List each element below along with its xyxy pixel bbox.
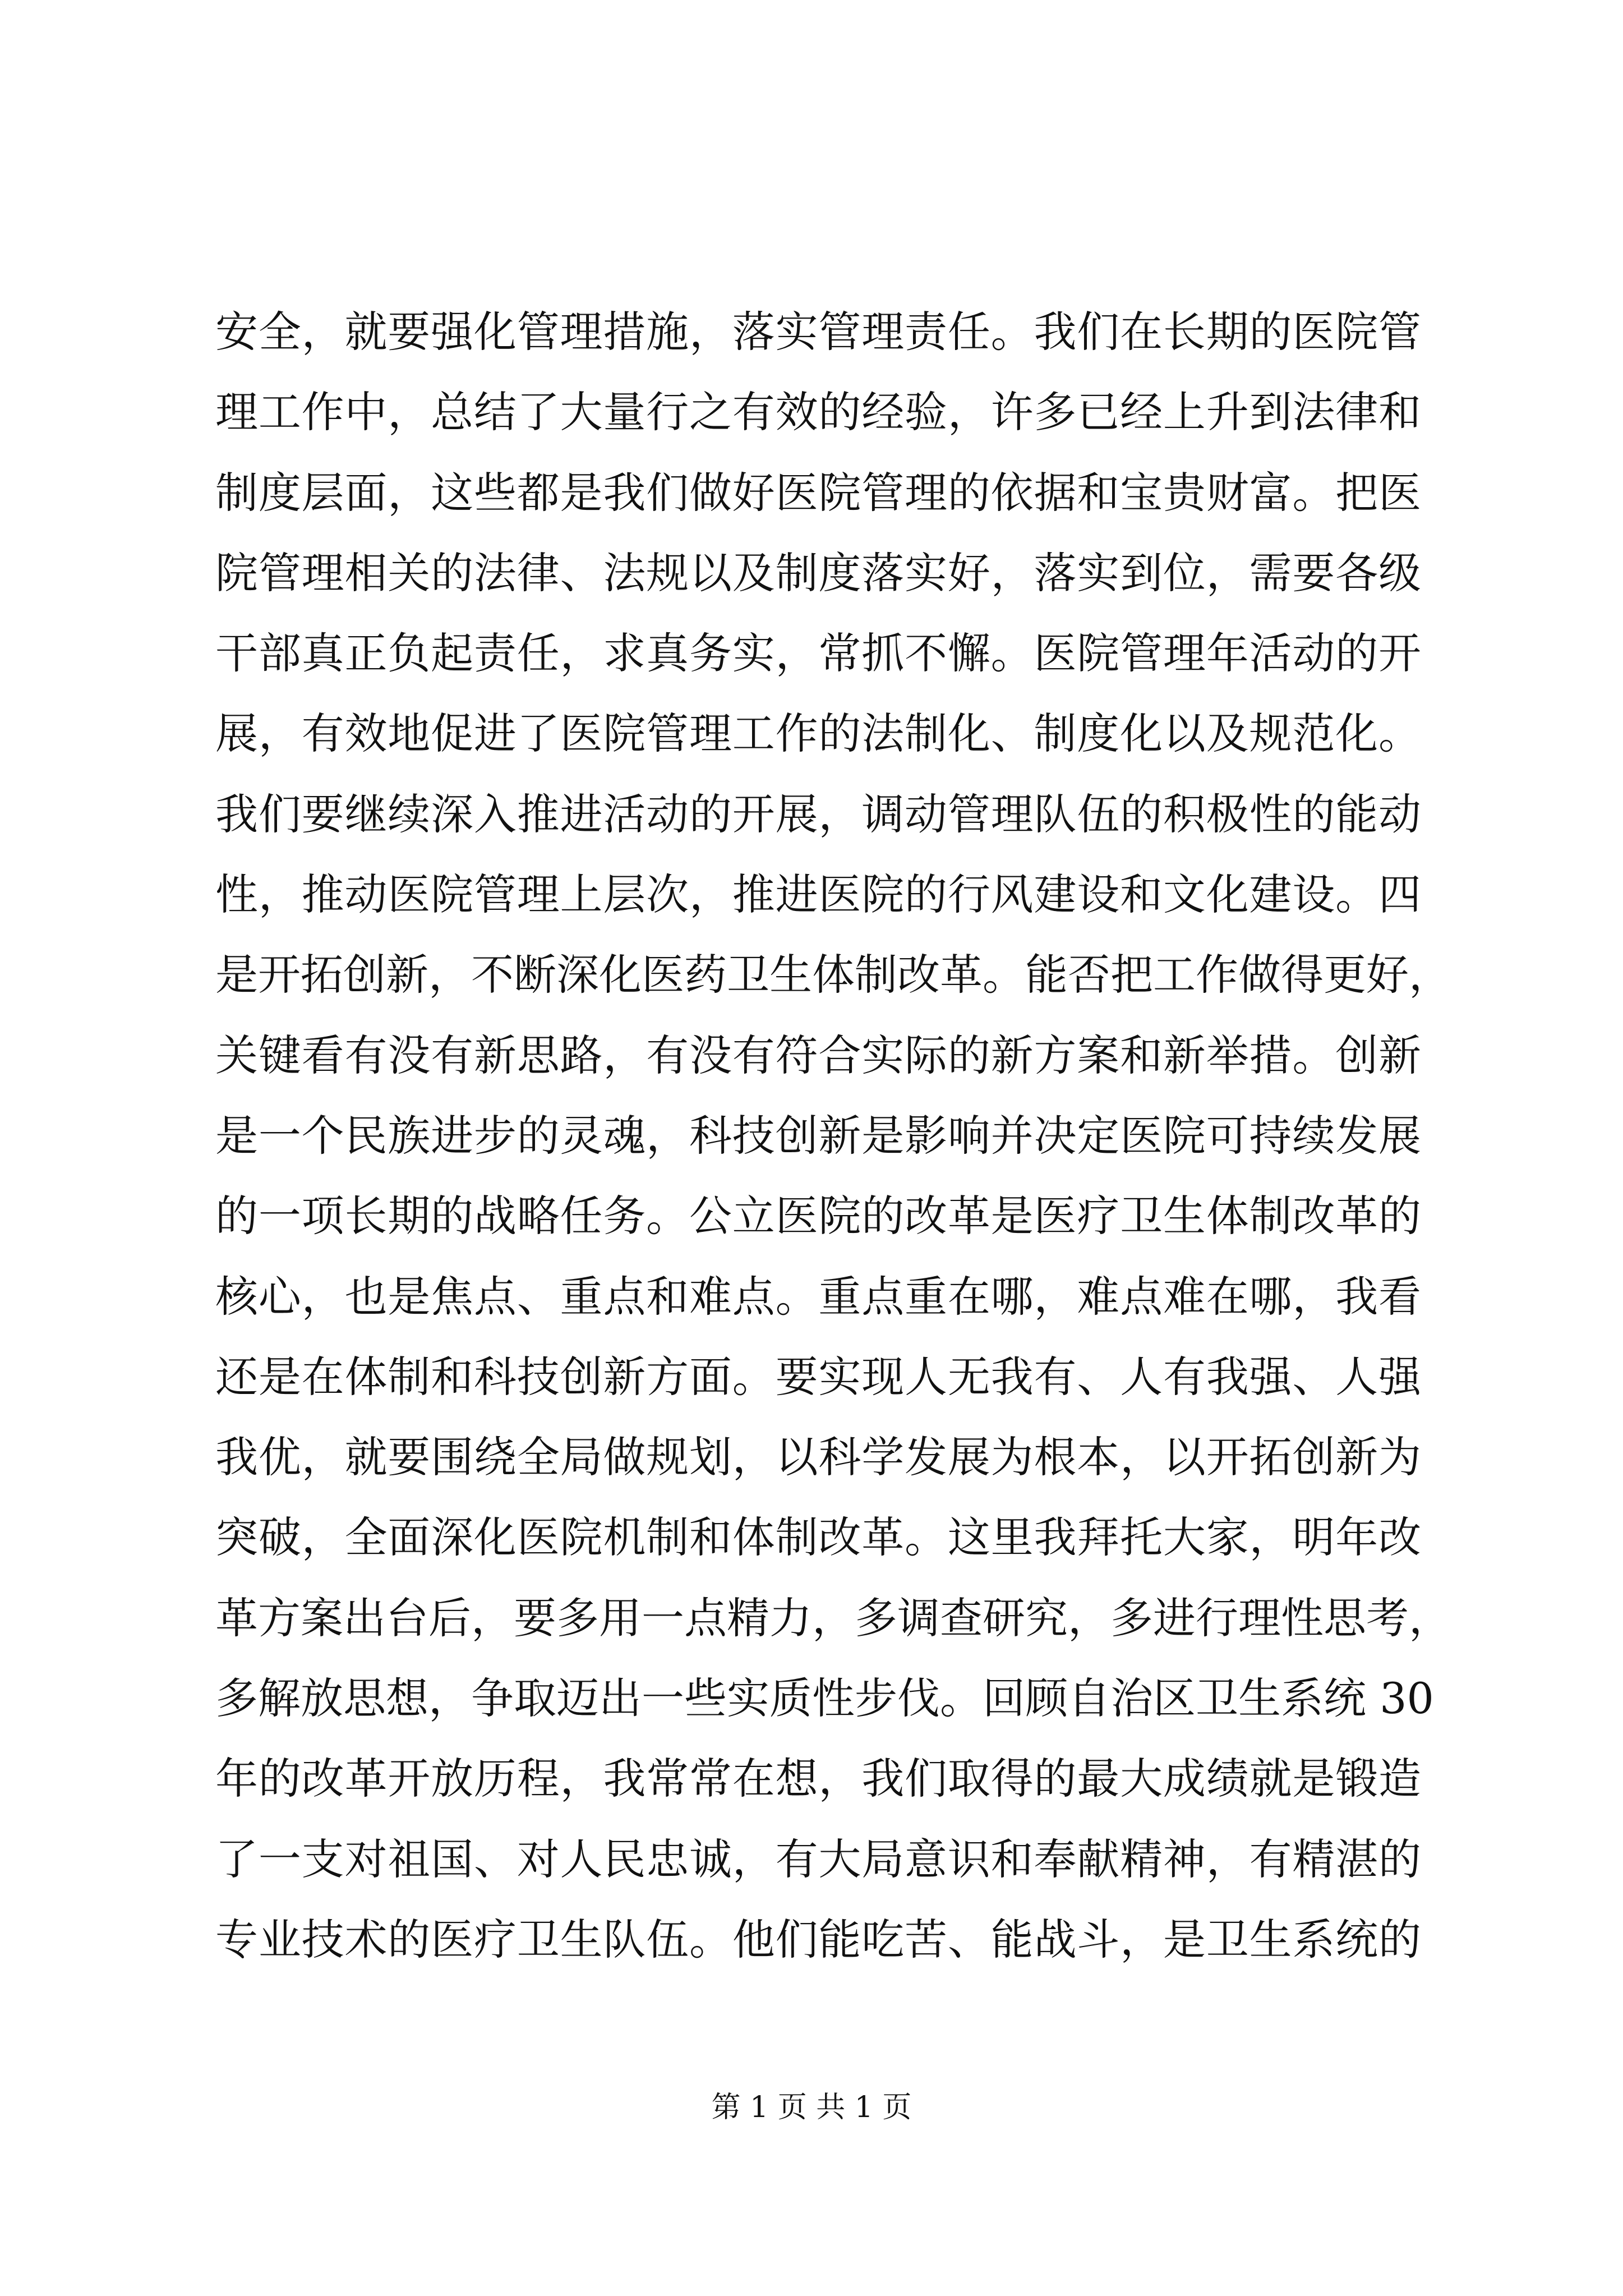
text-line: 是一个民族进步的灵魂，科技创新是影响并决定医院可持续发展 [215, 1110, 1421, 1161]
text-line: 多解放思想，争取迈出一些实质性步伐。回顾自治区卫生系统 30 [215, 1673, 1434, 1724]
text-line: 是开拓创新，不断深化医药卫生体制改革。能否把工作做得更好， [215, 950, 1451, 1000]
text-line: 革方案出台后，要多用一点精力，多调查研究，多进行理性思考， [215, 1593, 1451, 1643]
page-number: 第 1 页 共 1 页 [711, 2091, 912, 2124]
text-line: 年的改革开放历程，我常常在想，我们取得的最大成绩就是锻造 [215, 1754, 1421, 1804]
text-line: 制度层面，这些都是我们做好医院管理的依据和宝贵财富。把医 [215, 467, 1421, 518]
text-line: 我们要继续深入推进活动的开展，调动管理队伍的积极性的能动 [215, 789, 1421, 839]
text-line: 展，有效地促进了医院管理工作的法制化、制度化以及规范化。 [215, 708, 1421, 759]
text-line: 理工作中，总结了大量行之有效的经验，许多已经上升到法律和 [215, 387, 1421, 438]
text-line: 了一支对祖国、对人民忠诚，有大局意识和奉献精神，有精湛的 [215, 1834, 1421, 1884]
text-line: 关键看有没有新思路，有没有符合实际的新方案和新举措。创新 [215, 1030, 1421, 1080]
text-line: 我优，就要围绕全局做规划，以科学发展为根本，以开拓创新为 [215, 1432, 1421, 1483]
text-line: 性，推动医院管理上层次，推进医院的行风建设和文化建设。四 [215, 869, 1421, 920]
text-line: 专业技术的医疗卫生队伍。他们能吃苦、能战斗，是卫生系统的 [215, 1914, 1421, 1964]
text-line: 安全，就要强化管理措施，落实管理责任。我们在长期的医院管 [215, 307, 1421, 357]
text-line: 干部真正负起责任，求真务实，常抓不懈。医院管理年活动的开 [215, 628, 1421, 679]
text-line: 院管理相关的法律、法规以及制度落实好，落实到位，需要各级 [215, 547, 1421, 598]
text-line: 的一项长期的战略任务。公立医院的改革是医疗卫生体制改革的 [215, 1191, 1421, 1241]
body-text [215, 292, 1451, 1980]
text-line: 核心，也是焦点、重点和难点。重点重在哪，难点难在哪，我看 [215, 1271, 1421, 1322]
text-line: 还是在体制和科技创新方面。要实现人无我有、人有我强、人强 [215, 1351, 1421, 1402]
page-footer [0, 2088, 1623, 2127]
text-line: 突破，全面深化医院机制和体制改革。这里我拜托大家，明年改 [215, 1512, 1421, 1563]
